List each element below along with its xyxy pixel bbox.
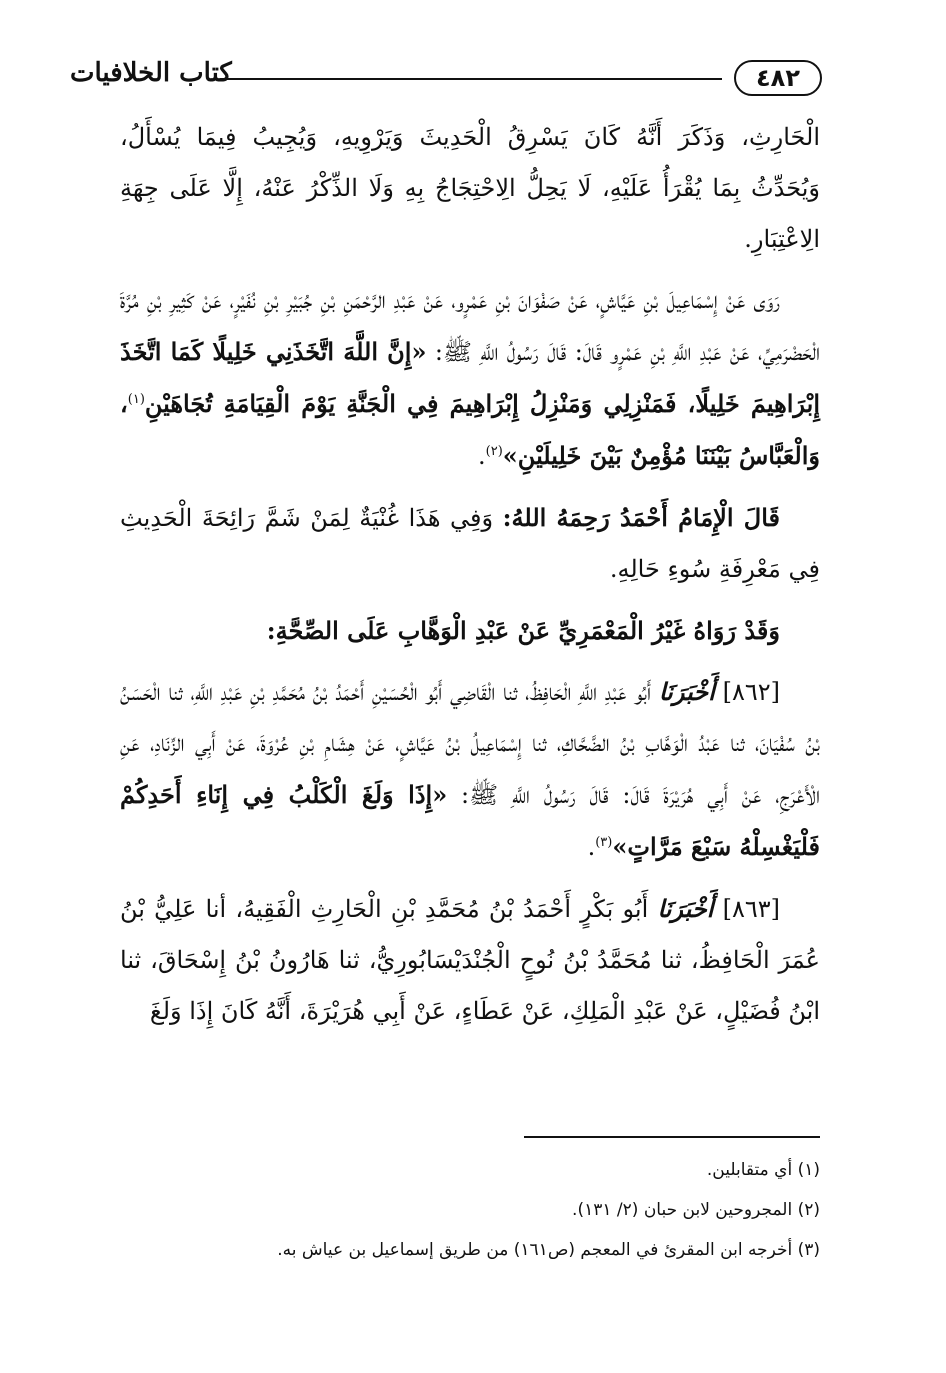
- narration-863: [120, 883, 820, 1037]
- main-text: [120, 112, 820, 1047]
- imam-comment: وَفِي هَذَا غُنْيَةٌ لِمَنْ شَمَّ رَائِحَةَ الْحَدِيثِ فِي مَعْرِفَةِ سُوءِ حَالِهِ.: [120, 504, 820, 583]
- page-number: ٤٨٢: [734, 60, 822, 96]
- akhbarana-label: أَخْبَرَنَا: [658, 677, 715, 706]
- akhbarana-label: أَخْبَرَنَا: [657, 894, 714, 923]
- footnote-3: (٣) أخرجه ابن المقرئ في المعجم (ص١٦١) من طريق إسماعيل بن عياش به.: [277, 1240, 820, 1260]
- header-rule: [220, 78, 722, 80]
- isnad-chain: أَبُو بَكْرٍ أَحْمَدُ بْنُ مُحَمَّدِ بْنِ الْحَارِثِ الْفَقِيهُ، أنا عَلِيُّ بْنُ عُمَرَ الْحَافِظُ، ثنا مُحَمَّدُ بْنُ نُوحٍ الْجُنْدَيْسَابُورِيُّ، ثنا هَارُونُ بْنُ إِسْحَاقَ، ثنا ابْنُ فُضَيْلٍ، عَنْ عَبْدِ الْمَلِكِ، عَنْ عَطَاءٍ، عَنْ أَبِي هُرَيْرَةَ، أَنَّهُ كَانَ إِذَا وَلَغَ: [120, 895, 820, 1025]
- imam-heading: قَالَ الْإِمَامُ أَحْمَدُ رَحِمَهُ اللهُ:: [502, 503, 780, 532]
- footnotes: [120, 1150, 820, 1270]
- paragraph-2: رَوَى عَنْ إِسْمَاعِيلَ بْنِ عَيَّاشٍ، عَنْ صَفْوَانَ بْنِ عَمْرٍو، عَنْ عَبْدِ الرَّحْمَنِ بْنِ جُبَيْرِ بْنِ نُفَيْرٍ، عَنْ كَثِيرِ بْنِ مُرَّةَ الْحَضْرَمِيِّ، عَنْ عَبْدِ اللَّهِ بْنِ عَمْرٍو قَالَ: قَالَ رَسُولُ اللَّهِ ﷺ: «إِنَّ اللَّهَ اتَّخَذَنِي خَلِيلًا كَمَا اتَّخَذَ إِبْرَاهِيمَ خَلِيلًا، فَمَنْزِلِي وَمَنْزِلُ إِبْرَاهِيمَ فِي الْجَنَّةِ يَوْمَ الْقِيَامَةِ تُجَاهَيْنِ$^{(١)}$، وَالْعَبَّاسُ بَيْنَنَا مُؤْمِنٌ بَيْنَ خَلِيلَيْنِ»$^{(٢)}$.: [120, 286, 821, 470]
- footnote-ref-1: (١): [127, 392, 145, 407]
- hadith-text-end: ، وَالْعَبَّاسُ بَيْنَنَا مُؤْمِنٌ بَيْنَ خَلِيلَيْنِ»: [120, 389, 820, 470]
- footnote-ref-2: (٢): [485, 444, 503, 459]
- footnote-1: (١) أي متقابلين.: [706, 1160, 820, 1180]
- hadith-text: «إِذَا وَلَغَ الْكَلْبُ فِي إِنَاءِ أَحَدِكُمْ فَلْيَغْسِلْهُ سَبْعَ مَرَّاتٍ»: [120, 780, 820, 861]
- page-header: [70, 58, 822, 104]
- paragraph-1: الْحَارِثِ، وَذَكَرَ أَنَّهُ كَانَ يَسْرِقُ الْحَدِيثَ وَيَرْوِيهِ، وَيُجِيبُ فِيمَا يُسْأَلُ، وَيُحَدِّثُ بِمَا يُقْرَأُ عَلَيْهِ، لَا يَحِلُّ الِاحْتِجَاجُ بِهِ وَلَا الذِّكْرُ عَنْهُ، إِلَّا عَلَى جِهَةِ الِاعْتِبَارِ.: [120, 123, 820, 253]
- footnote-ref-3: (٣): [595, 835, 613, 850]
- paragraph-3: [120, 492, 820, 595]
- narration-862: [٨٦٢] أَخْبَرَنَا أَبُو عَبْدِ اللَّهِ الْحَافِظُ، ثنا الْقَاضِي أَبُو الْحُسَيْنِ أَحْمَدُ بْنُ مُحَمَّدِ بْنِ عَبْدِ اللَّهِ، ثنا الْحَسَنُ بْنُ سُفْيَانَ، ثنا عَبْدُ الْوَهَّابِ بْنُ الضَّحَّاكِ، ثنا إِسْمَاعِيلُ بْنُ عَيَّاشٍ، عَنْ هِشَامِ بْنِ عُرْوَةَ، عَنْ أَبِي الزِّنَادِ، عَنِ الْأَعْرَجِ، عَنْ أَبِي هُرَيْرَةَ قَالَ: قَالَ رَسُولُ اللَّهِ ﷺ: «إِذَا وَلَغَ الْكَلْبُ فِي إِنَاءِ أَحَدِكُمْ فَلْيَغْسِلْهُ سَبْعَ مَرَّاتٍ»$^{(٣)}$.: [120, 677, 821, 861]
- footnote-2: (٢) المجروحين لابن حبان (٢/ ١٣١).: [572, 1200, 820, 1220]
- narration-number: [٨٦٢]: [714, 678, 780, 706]
- hadith-text: «إِنَّ اللَّهَ اتَّخَذَنِي خَلِيلًا كَمَا اتَّخَذَ إِبْرَاهِيمَ خَلِيلًا، فَمَنْزِلِي وَمَنْزِلُ إِبْرَاهِيمَ فِي الْجَنَّةِ يَوْمَ الْقِيَامَةِ تُجَاهَيْنِ: [120, 337, 820, 418]
- footnote-rule: [524, 1136, 820, 1138]
- isnad-chain: رَوَى عَنْ إِسْمَاعِيلَ بْنِ عَيَّاشٍ، عَنْ صَفْوَانَ بْنِ عَمْرٍو، عَنْ عَبْدِ الرَّحْمَنِ بْنِ جُبَيْرِ بْنِ نُفَيْرٍ، عَنْ كَثِيرِ بْنِ مُرَّةَ الْحَضْرَمِيِّ، عَنْ عَبْدِ اللَّهِ بْنِ عَمْرٍو قَالَ: قَالَ رَسُولُ اللَّهِ ﷺ:: [120, 286, 821, 366]
- paragraph-4: وَقَدْ رَوَاهُ غَيْرُ الْمَعْمَرِيِّ عَنْ عَبْدِ الْوَهَّابِ عَلَى الصِّحَّةِ:: [266, 616, 780, 645]
- isnad-chain: أَبُو عَبْدِ اللَّهِ الْحَافِظُ، ثنا الْقَاضِي أَبُو الْحُسَيْنِ أَحْمَدُ بْنُ مُحَمَّدِ بْنِ عَبْدِ اللَّهِ، ثنا الْحَسَنُ بْنُ سُفْيَانَ، ثنا عَبْدُ الْوَهَّابِ بْنُ الضَّحَّاكِ، ثنا إِسْمَاعِيلُ بْنُ عَيَّاشٍ، عَنْ هِشَامِ بْنِ عُرْوَةَ، عَنْ أَبِي الزِّنَادِ، عَنِ الْأَعْرَجِ، عَنْ أَبِي هُرَيْرَةَ قَالَ: قَالَ رَسُولُ اللَّهِ ﷺ:: [120, 678, 821, 809]
- narration-number: [٨٦٣]: [713, 895, 780, 923]
- book-title: كتاب الخلافيات: [70, 58, 232, 88]
